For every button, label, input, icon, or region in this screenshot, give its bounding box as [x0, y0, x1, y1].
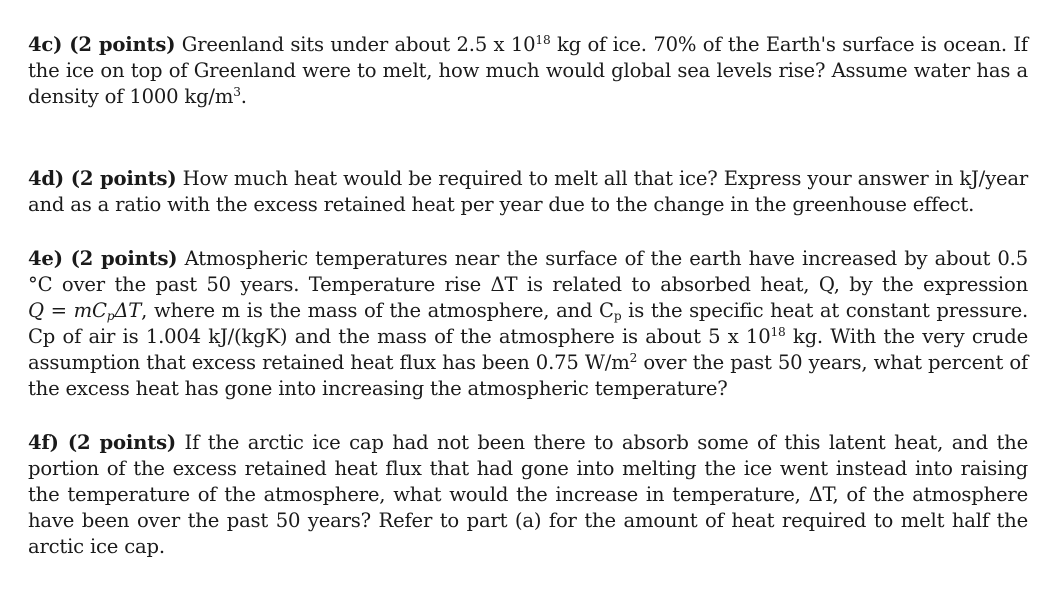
equation-delta-t: ΔT: [114, 299, 142, 322]
question-4f: [28, 430, 1028, 560]
question-4d-text-1: How much heat would be required to melt all that ice? Express your answer in kJ/year and as a ratio with the excess retained heat per year due to the change in the greenhouse effect.: [28, 167, 1029, 216]
question-4c-text-1: Greenland sits under about 2.5 x 10: [175, 33, 536, 56]
equation-q: Q: [28, 299, 44, 322]
equation-subscript-p: p: [106, 309, 115, 324]
question-4e-text-1: Atmospheric temperatures near the surface of the earth have increased by about 0.5 °C over the past 50 years. Temperature rise ΔT is related to absorbed heat, Q, by the expression: [28, 247, 1028, 296]
question-4e-subscript-p: p: [613, 309, 622, 324]
question-4c-text-3: .: [240, 85, 247, 108]
question-4e-text-2: , where m is the mass of the atmosphere, and C: [141, 299, 614, 322]
question-4e-label: 4e) (2 points): [28, 247, 178, 270]
question-4e-exponent-18: 18: [770, 325, 786, 340]
question-4e-text-3: is the specific heat at constant pressure. Cp of air is 1.004 kJ/(kgK) and the mass of the atmosphere is about 5 x 10: [28, 299, 1029, 348]
question-4f-label: 4f) (2 points): [28, 431, 176, 454]
question-4e: [28, 246, 1028, 402]
question-4c-text-2: kg of ice. 70% of the Earth's surface is ocean. If the ice on top of Greenland were to melt, how much would global sea levels rise? Assume water has a density of 1000 kg/m: [28, 33, 1028, 108]
question-4c: [28, 32, 1028, 110]
question-4e-text-5: over the past 50 years, what percent of the excess heat has gone into increasing the atmospheric temperature?: [28, 351, 1029, 400]
question-4e-exponent-2: 2: [629, 351, 638, 366]
question-4d: [28, 166, 1028, 218]
heat-equation: [28, 299, 141, 322]
question-4c-exponent-3: 3: [233, 85, 241, 100]
homework-page: [28, 32, 1028, 560]
equation-mc: mC: [73, 299, 107, 322]
question-4d-label: 4d) (2 points): [28, 167, 177, 190]
equation-equals: =: [43, 299, 74, 322]
question-4f-text-1: If the arctic ice cap had not been there to absorb some of this latent heat, and the portion of the excess retained heat flux that had gone into melting the ice went instead into raising the temperature of the atmosphere, what would the increase in temperature, ΔT, of the atmosphere have been over the past 50 years? Refer to part (a) for the amount of heat required to melt half the arctic ice cap.: [28, 431, 1028, 558]
question-4c-exponent-18: 18: [535, 33, 551, 48]
question-4c-label: 4c) (2 points): [28, 33, 176, 56]
question-4e-text-4: kg. With the very crude assumption that excess retained heat flux has been 0.75 W/m: [28, 325, 1028, 374]
